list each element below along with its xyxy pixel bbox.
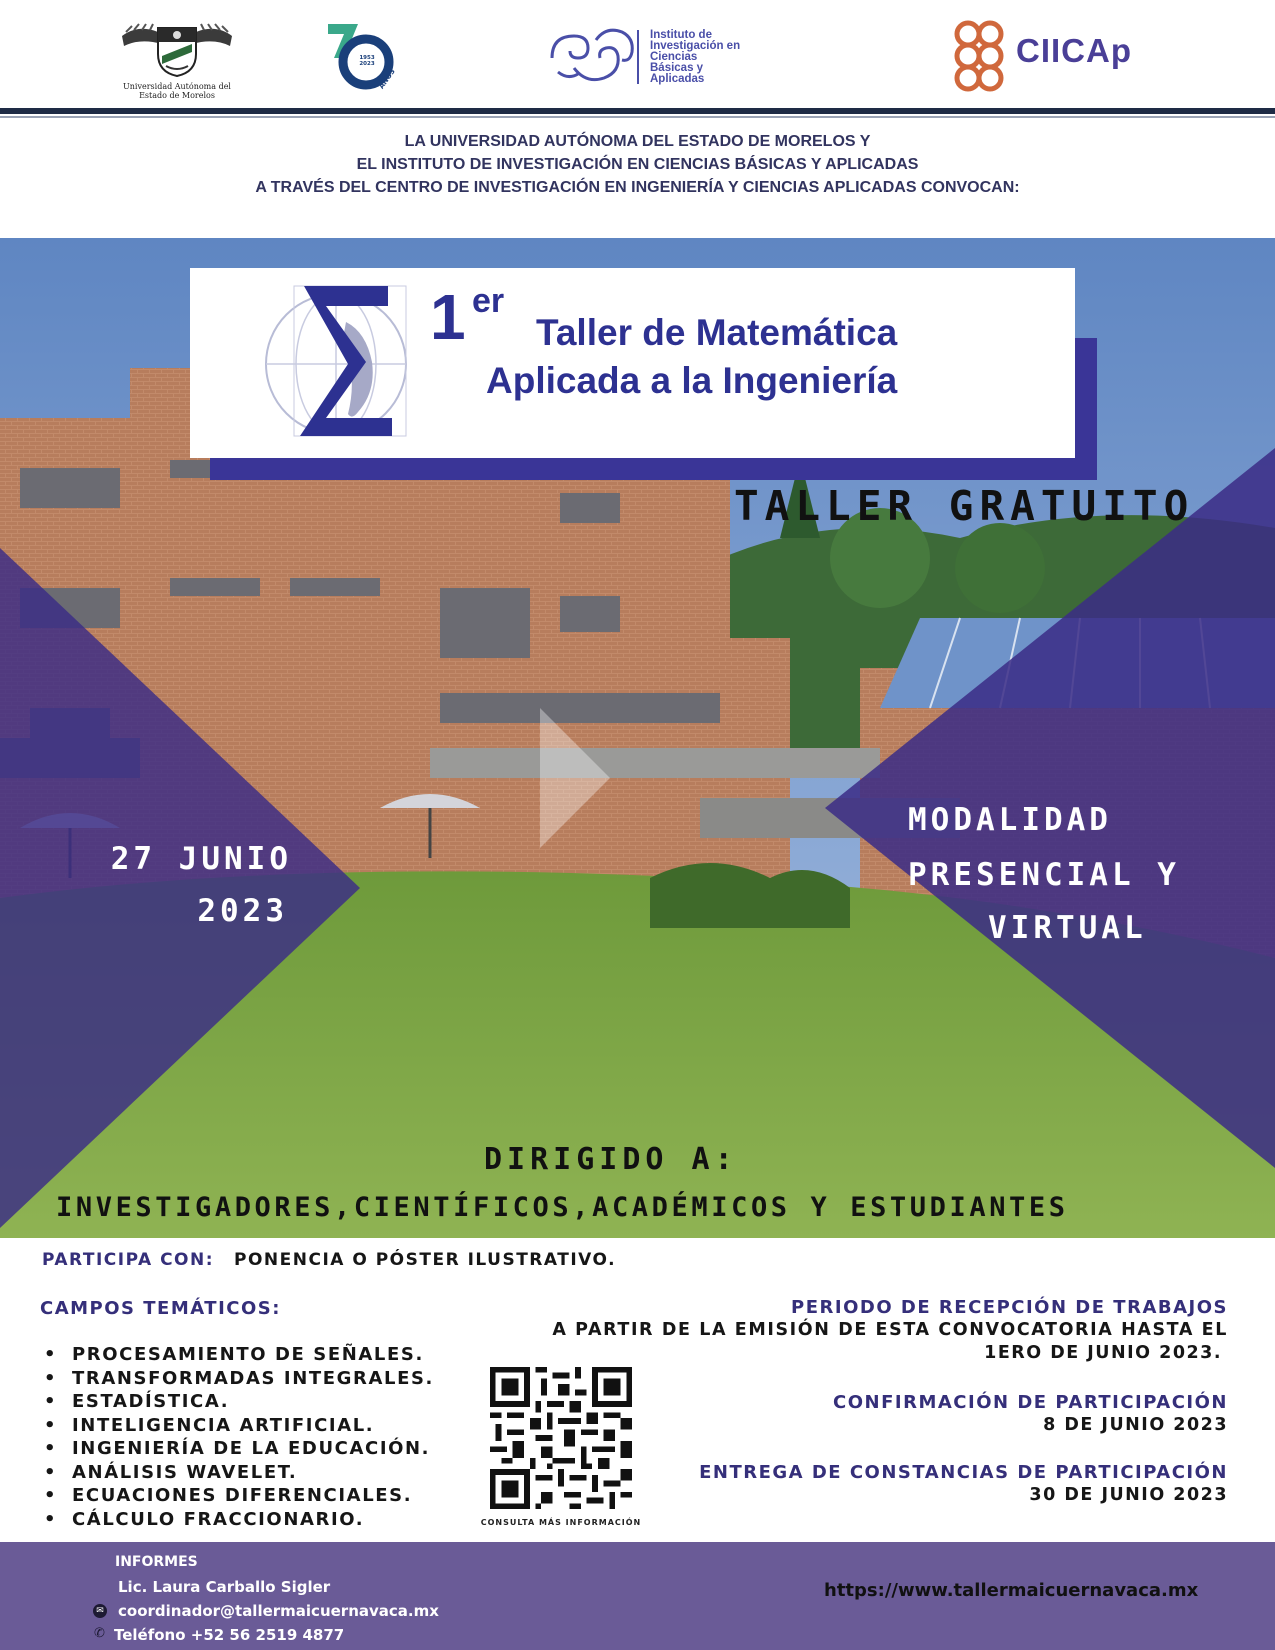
- header-rule: [0, 108, 1275, 114]
- topics-list: [40, 1343, 434, 1531]
- ciicap-circles-icon: [952, 18, 1018, 94]
- iicba-logo: [544, 22, 784, 92]
- informes-label: INFORMES: [115, 1554, 198, 1570]
- topic-item: • CÁLCULO FRACCIONARIO.: [40, 1508, 434, 1532]
- ciicap-name: CIICAp: [1016, 32, 1132, 69]
- iicba-line: Investigación en: [650, 40, 741, 52]
- contact-footer: [0, 1542, 1275, 1650]
- qr-caption: CONSULTA MÁS INFORMACIÓN: [480, 1518, 642, 1527]
- free-workshop-label: TALLER GRATUITO: [734, 482, 1195, 530]
- event-title-line2: Aplicada a la Ingeniería: [486, 360, 898, 401]
- iicba-line: Básicas y: [650, 62, 704, 74]
- event-date-day: 27 JUNIO: [110, 841, 292, 877]
- modality-line: MODALIDAD: [908, 802, 1112, 838]
- topic-item: • ESTADÍSTICA.: [40, 1390, 434, 1414]
- logo-bar: [0, 0, 1275, 108]
- confirmation-date: 8 DE JUNIO 2023: [1043, 1415, 1228, 1435]
- sigma-globe-icon: [256, 282, 416, 442]
- convocation-line: EL INSTITUTO DE INVESTIGACIÓN EN CIENCIAS BÁSICAS Y APLICADAS: [356, 156, 919, 173]
- convocation-line: A TRAVÉS DEL CENTRO DE INVESTIGACIÓN EN INGENIERÍA Y CIENCIAS APLICADAS CONVOCAN:: [255, 179, 1020, 196]
- email-icon: ✉: [93, 1604, 107, 1618]
- reception-label: PERIODO DE RECEPCIÓN DE TRABAJOS: [791, 1297, 1228, 1318]
- website-link[interactable]: https://www.tallermaicuernavaca.mx: [824, 1580, 1199, 1601]
- header-rule-thin: [0, 116, 1275, 118]
- topic-item: • TRANSFORMADAS INTEGRALES.: [40, 1367, 434, 1391]
- event-title-line1: Taller de Matemática: [536, 312, 898, 353]
- iicba-swirl-icon: [544, 22, 644, 92]
- anniversary-years: 1953 2023: [359, 55, 375, 67]
- certificates-date: 30 DE JUNIO 2023: [1029, 1485, 1228, 1505]
- certificates-label: ENTREGA DE CONSTANCIAS DE PARTICIPACIÓN: [699, 1462, 1228, 1483]
- audience-list: INVESTIGADORES,CIENTÍFICOS,ACADÉMICOS Y ESTUDIANTES: [56, 1192, 1069, 1223]
- topic-item: • INGENIERÍA DE LA EDUCACIÓN.: [40, 1437, 434, 1461]
- qr-code-icon[interactable]: [490, 1367, 632, 1509]
- modality-line: VIRTUAL: [988, 910, 1147, 946]
- anniversary-label: AÑOS: [377, 67, 397, 91]
- confirmation-label: CONFIRMACIÓN DE PARTICIPACIÓN: [833, 1392, 1228, 1413]
- convocation-line: LA UNIVERSIDAD AUTÓNOMA DEL ESTADO DE MORELOS Y: [404, 133, 871, 150]
- iicba-line: Instituto de: [650, 29, 712, 41]
- contact-name: Lic. Laura Carballo Sigler: [118, 1578, 331, 1596]
- iicba-line: Aplicadas: [650, 73, 705, 85]
- contact-phone[interactable]: Teléfono +52 56 2519 4877: [114, 1626, 345, 1644]
- audience-title: DIRIGIDO A:: [484, 1142, 738, 1177]
- participation-label: PARTICIPA CON:: [42, 1250, 215, 1270]
- event-number: 1: [430, 281, 466, 353]
- topic-item: • INTELIGENCIA ARTIFICIAL.: [40, 1414, 434, 1438]
- participation-value: PONENCIA O PÓSTER ILUSTRATIVO.: [234, 1250, 617, 1270]
- event-ordinal: er: [472, 282, 505, 320]
- iicba-name: [650, 30, 740, 85]
- topic-item: • PROCESAMIENTO DE SEÑALES.: [40, 1343, 434, 1367]
- title-card: [190, 268, 1075, 458]
- event-date-year: 2023: [197, 893, 288, 929]
- ciicap-logo: [952, 18, 1152, 94]
- topic-item: • ANÁLISIS WAVELET.: [40, 1461, 434, 1485]
- reception-line: A PARTIR DE LA EMISIÓN DE ESTA CONVOCATORIA HASTA EL: [552, 1320, 1228, 1340]
- topics-label: CAMPOS TEMÁTICOS:: [40, 1298, 281, 1319]
- topic-item: • ECUACIONES DIFERENCIALES.: [40, 1484, 434, 1508]
- modality-line: PRESENCIAL Y: [908, 857, 1180, 893]
- contact-email[interactable]: coordinador@tallermaicuernavaca.mx: [118, 1602, 439, 1620]
- uaem-name: Universidad Autónoma del Estado de Morelos: [123, 82, 231, 100]
- uaem-crest-icon: [118, 22, 236, 78]
- reception-line: 1ERO DE JUNIO 2023.: [984, 1343, 1222, 1363]
- anniversary-logo: [326, 20, 396, 90]
- phone-icon: ✆: [94, 1626, 105, 1641]
- iicba-line: Ciencias: [650, 51, 698, 63]
- uaem-logo: [118, 22, 236, 98]
